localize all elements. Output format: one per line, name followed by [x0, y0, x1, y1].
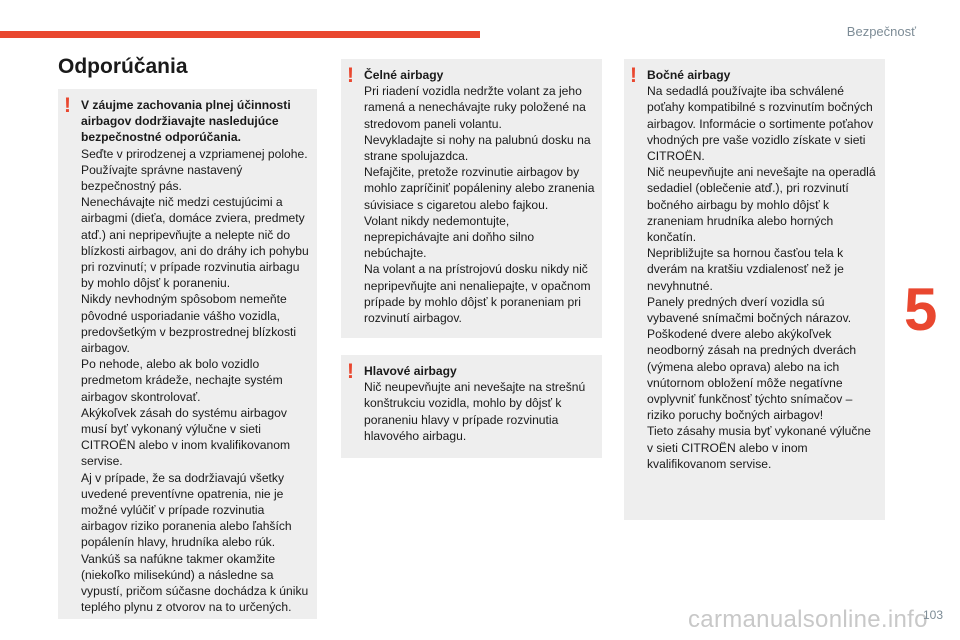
- page-number: 103: [922, 608, 943, 622]
- section-title: Bezpečnosť: [846, 24, 916, 39]
- box-text: Seďte v prirodzenej a vzpriamenej polohe. Používajte správne nastavený bezpečnostný pás. Nenechávajte nič medzi cestujúcimi a airbagmi (dieťa, domáce zviera, predmety atď.) ani nepripevňujte a nelepte nič do blízkosti airbagov, ani do dráhy ich pohybu pri rozvinutí; v prípade rozvinutia airbagu by mohlo dôjsť k poraneniu. Nikdy nevhodným spôsobom nemeňte pôvodné usporiadanie vášho vozidla, predovšetkým v bezprostrednej blízkosti airbagov. Po nehode, alebo ak bolo vozidlo predmetom krádeže, nechajte systém airbagov skontrolovať. Akýkoľvek zásah do systému airbagov musí byť vykonaný výlučne v sieti CITROËN alebo v inom kvalifikovanom servise. Aj v prípade, že sa dodržiavajú všetky uvedené preventívne opatrenia, nie je možné vylúčiť v prípade rozvinutia airbagov riziko poranenia alebo ľahších popálenín hlavy, hrudníka alebo rúk. Vankúš sa nafúkne takmer okamžite (niekoľko milisekúnd) a následne sa vypustí, pričom súčasne dochádza k úniku teplého plynu z otvorov na to určených.: [81, 146, 309, 615]
- header-accent-bar: [0, 31, 480, 38]
- warning-icon: !: [347, 64, 354, 87]
- head-airbags-box: [341, 355, 602, 458]
- page-heading: Odporúčania: [58, 55, 188, 78]
- box-title: V záujme zachovania plnej účinnosti airbagov dodržiavajte nasledujúce bezpečnostné odporúčania.: [81, 98, 291, 145]
- box-title: Čelné airbagy: [364, 68, 444, 82]
- side-airbags-box: [624, 59, 885, 520]
- front-airbags-box: [341, 59, 602, 338]
- warning-icon: !: [347, 360, 354, 383]
- warning-icon: !: [64, 94, 71, 117]
- watermark: carmanualsonline.info: [688, 606, 928, 633]
- box-title: Hlavové airbagy: [364, 364, 457, 378]
- box-title: Bočné airbagy: [647, 68, 731, 82]
- general-recommendations-box: [58, 89, 317, 619]
- warning-icon: !: [630, 64, 637, 87]
- chapter-number: 5: [904, 276, 938, 343]
- box-text: Pri riadení vozidla nedržte volant za jeho ramená a nenechávajte ruky položené na stredovom paneli volantu. Nevykladajte si nohy na palubnú dosku na strane spolujazdca. Nefajčite, pretože rozvinutie airbagov by mohlo zapríčiniť popáleniny alebo zranenia súvisiace s cigaretou alebo fajkou. Volant nikdy nedemontujte, neprepichávajte ani doňho silno nebúchajte. Na volant a na prístrojovú dosku nikdy nič nepripevňujte ani nenaliepajte, v opačnom prípade by mohlo dôjsť k poraneniam pri rozvinutí airbagov.: [364, 84, 595, 326]
- box-text: Nič neupevňujte ani nevešajte na strešnú konštrukciu vozidla, mohlo by dôjsť k poraneniu hlavy v prípade rozvinutia hlavového airbagu.: [364, 380, 586, 443]
- box-text: Na sedadlá používajte iba schválené poťahy kompatibilné s rozvinutím bočných airbagov. Informácie o sortimente poťahov vhodných pre vaše vozidlo získate v sieti CITROËN. Nič neupevňujte ani nevešajte na operadlá sedadiel (oblečenie atď.), pri rozvinutí bočného airbagu by mohlo dôjsť k zraneniam hrudníka alebo horných končatín. Nepribližujte sa hornou časťou tela k dverám na kratšiu vzdialenosť než je nevyhnutné. Panely predných dverí vozidla sú vybavené snímačmi bočných nárazov. Poškodené dvere alebo akýkoľvek neodborný zásah na predných dverách (výmena alebo oprava) alebo na ich vnútornom obložení môže negatívne ovplyvniť funkčnosť týchto snímačov – riziko poruchy bočných airbagov! Tieto zásahy musia byť vykonané výlučne v sieti CITROËN alebo v inom kvalifikovanom servise.: [647, 84, 876, 471]
